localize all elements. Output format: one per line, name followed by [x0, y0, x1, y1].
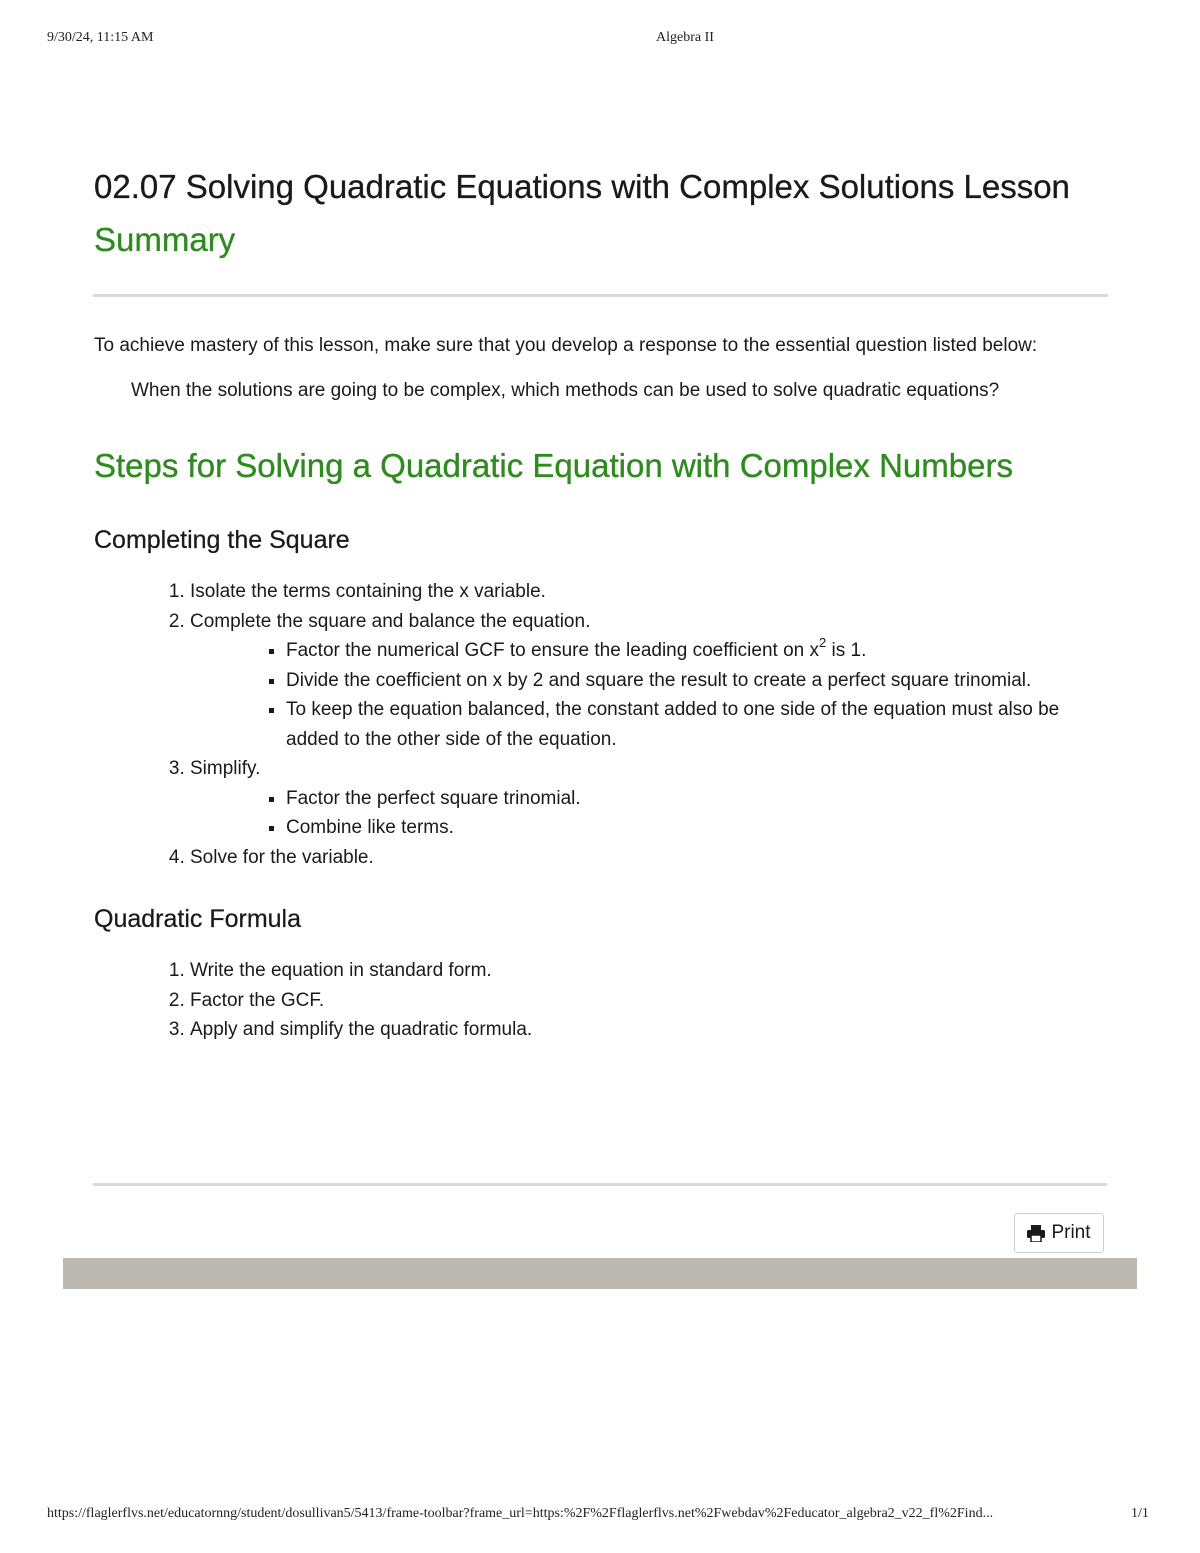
list-item: 2. Complete the square and balance the equation. ▪ Factor the numerical GCF to ensure the leading coefficient on $x^2$ is 1. ▪ Divide the coefficient on x by 2 and square the result to create a perfect square trinomial. ▪ To keep the equation balanced, the constant added to one side of the equation must also be added to the other side of the equation.	[190, 607, 1107, 755]
print-header	[0, 30, 1200, 50]
sub-list-item: ▪ Combine like terms.	[286, 813, 1107, 843]
print-page-title: Algebra II	[656, 30, 714, 45]
toolbar-bar	[63, 1258, 1137, 1289]
lesson-title	[94, 160, 1107, 266]
list-item: 1. Isolate the terms containing the x variable.	[190, 577, 1107, 607]
page-number: 1/1	[1131, 1506, 1149, 1521]
lesson-title-accent: Summary	[94, 221, 236, 258]
sub-list	[190, 784, 1107, 843]
list-item: 3. Apply and simplify the quadratic formula.	[190, 1015, 1107, 1045]
list-item: 2. Factor the GCF.	[190, 986, 1107, 1016]
bottom-divider	[93, 1183, 1107, 1186]
print-date: 9/30/24, 11:15 AM	[47, 30, 154, 45]
exponent: 2	[818, 634, 827, 650]
print-button-label: Print	[1051, 1222, 1091, 1243]
essential-question: When the solutions are going to be complex, which methods can be used to solve quadratic equations?	[131, 380, 1000, 401]
print-footer	[0, 1506, 1200, 1526]
sub-list-item: ▪ Factor the perfect square trinomial.	[286, 784, 1107, 814]
sub-list-item: ▪ Divide the coefficient on x by 2 and square the result to create a perfect square trinomial.	[286, 666, 1107, 696]
intro-text: To achieve mastery of this lesson, make sure that you develop a response to the essential question listed below:	[94, 335, 1038, 356]
sub-list	[190, 636, 1107, 754]
print-button[interactable]	[1014, 1213, 1104, 1253]
completing-square-heading: Completing the Square	[94, 526, 350, 554]
sub-list-item: ▪ Factor the numerical GCF to ensure the leading coefficient on $x^2$ is 1.	[286, 636, 1107, 666]
quadratic-formula-heading: Quadratic Formula	[94, 905, 302, 933]
page-url: https://flaglerflvs.net/educatornng/student/dosullivan5/5413/frame-toolbar?frame_url=https:%2F%2Fflaglerflvs.net%2Fwebdav%2Feducator_algebra2_v22_fl%2Find...	[47, 1506, 994, 1521]
lesson-title-main: 02.07 Solving Quadratic Equations with Complex Solutions Lesson	[94, 168, 1070, 205]
list-item: 3. Simplify. ▪ Factor the perfect square trinomial. ▪ Combine like terms.	[190, 754, 1107, 843]
lesson-content	[94, 160, 1107, 1045]
sub-list-item: ▪ To keep the equation balanced, the constant added to one side of the equation must also be added to the other side of the equation.	[286, 695, 1107, 754]
list-item: 1. Write the equation in standard form.	[190, 956, 1107, 986]
quadratic-formula-steps	[94, 956, 1107, 1045]
list-item: 4. Solve for the variable.	[190, 843, 1107, 873]
completing-square-steps	[94, 577, 1107, 872]
printer-icon	[1027, 1225, 1045, 1242]
divider	[93, 294, 1108, 297]
section-heading: Steps for Solving a Quadratic Equation with Complex Numbers	[94, 447, 1013, 484]
